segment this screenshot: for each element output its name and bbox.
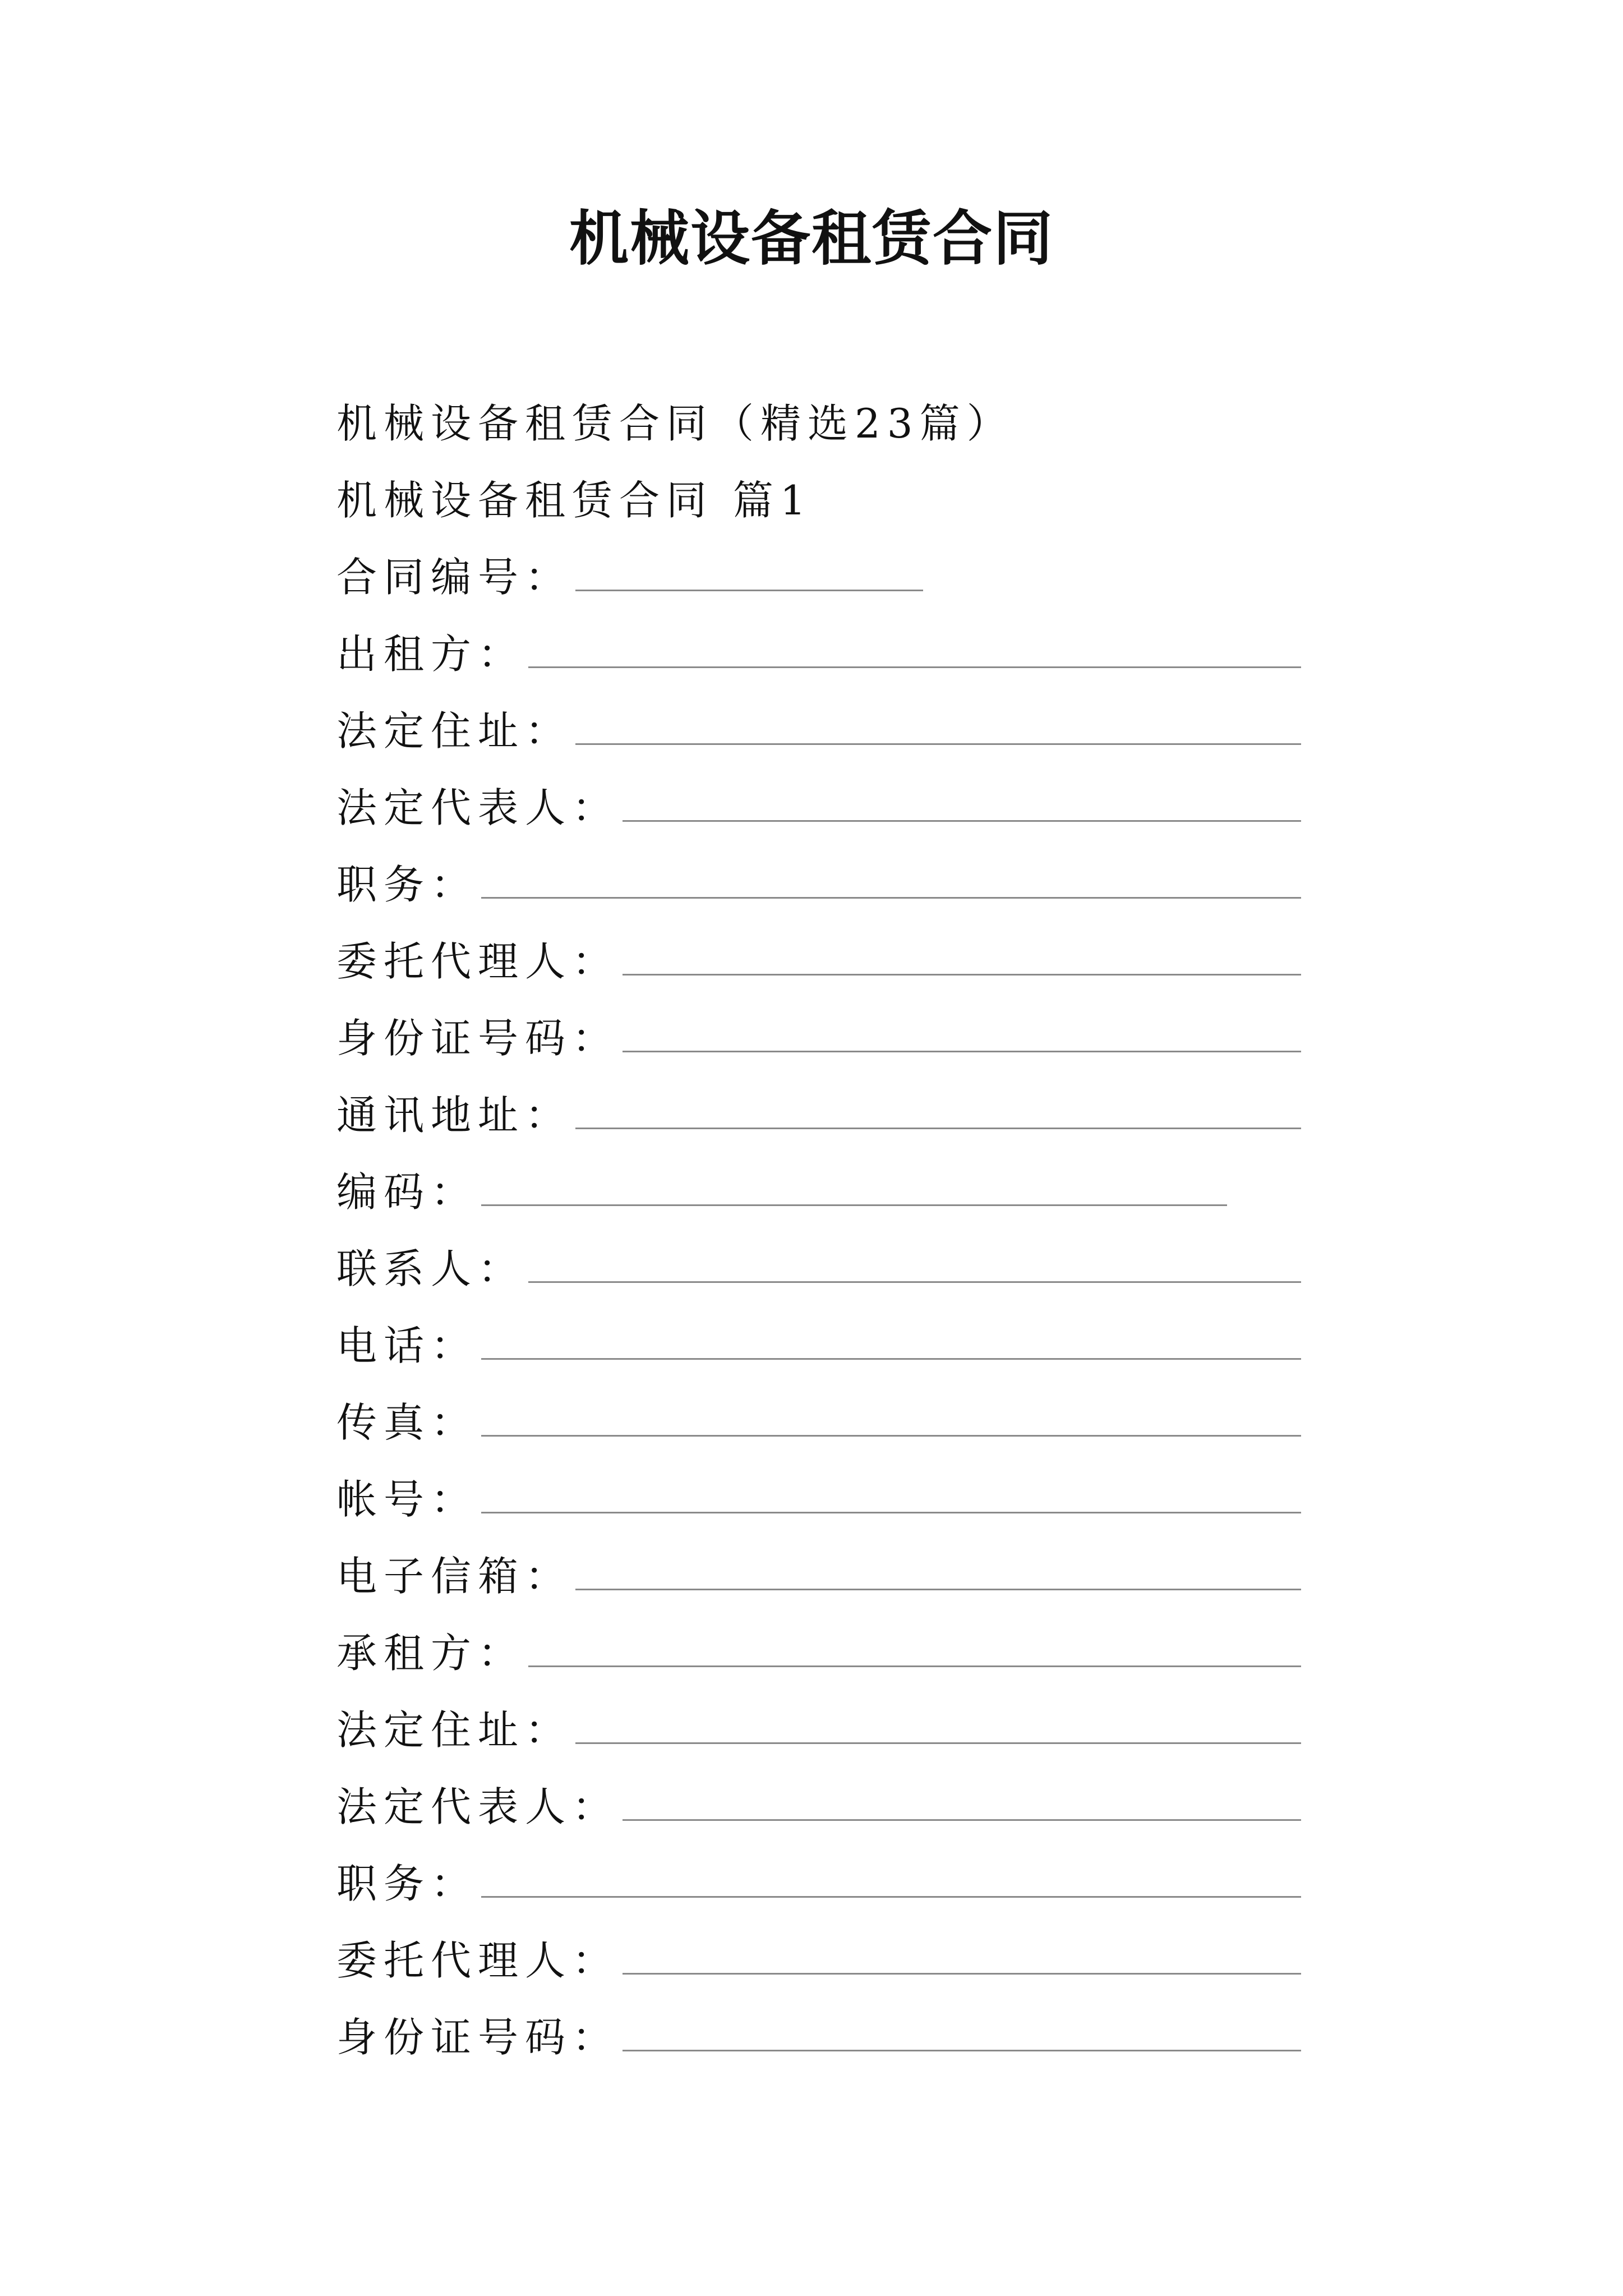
fill-in-blank[interactable] (575, 556, 923, 591)
document-title: 机械设备租赁合同 (569, 203, 1054, 273)
field-label: 法定代表人： (336, 784, 620, 831)
field-lessee-legal-rep (336, 1765, 1301, 1842)
field-label: 身份证号码： (336, 1014, 620, 1062)
field-label: 联系人： (336, 1245, 525, 1292)
field-lessor-mailing-address (336, 1073, 1301, 1150)
field-label: 电子信箱： (336, 1552, 573, 1600)
field-label: 帐号： (336, 1475, 478, 1523)
field-lessor-fax (336, 1381, 1301, 1457)
section-heading: 机械设备租赁合同 篇1 (336, 476, 813, 524)
fill-in-blank[interactable] (623, 1017, 1301, 1052)
fill-in-blank[interactable] (528, 1248, 1301, 1283)
field-lessor-account (336, 1457, 1301, 1534)
fill-in-blank[interactable] (575, 710, 1301, 745)
field-label: 传真： (336, 1398, 478, 1446)
field-lessor-postal-code (336, 1150, 1301, 1227)
field-lessee (336, 1611, 1301, 1688)
field-lessee-agent (336, 1918, 1301, 1995)
fill-in-blank[interactable] (623, 786, 1301, 822)
field-lessor (336, 612, 1301, 689)
fill-in-blank[interactable] (481, 1401, 1301, 1437)
field-label: 委托代理人： (336, 937, 620, 985)
fill-in-blank[interactable] (481, 1324, 1301, 1360)
field-lessor-address (336, 689, 1301, 766)
fill-in-blank[interactable] (623, 1939, 1301, 1975)
field-label: 合同编号： (336, 553, 573, 601)
field-lessee-id-number (336, 1995, 1301, 2072)
field-lessee-position (336, 1842, 1301, 1918)
field-lessor-contact (336, 1227, 1301, 1304)
field-label: 法定代表人： (336, 1783, 620, 1830)
document-subtitle: 机械设备租赁合同（精选23篇） (336, 399, 1014, 447)
field-label: 通讯地址： (336, 1091, 573, 1139)
fill-in-blank[interactable] (623, 2016, 1301, 2051)
field-lessor-legal-rep (336, 766, 1301, 843)
field-label: 职务： (336, 1860, 478, 1907)
fill-in-blank[interactable] (623, 940, 1301, 976)
fill-in-blank[interactable] (575, 1094, 1301, 1129)
field-label: 法定住址： (336, 707, 573, 754)
field-contract-number (336, 535, 1301, 612)
field-lessor-agent (336, 919, 1301, 996)
field-lessor-phone (336, 1304, 1301, 1381)
fill-in-blank[interactable] (528, 1632, 1301, 1667)
field-label: 编码： (336, 1168, 478, 1216)
field-label: 法定住址： (336, 1706, 573, 1754)
field-label: 身份证号码： (336, 2013, 620, 2061)
fill-in-blank[interactable] (623, 1786, 1301, 1821)
fill-in-blank[interactable] (528, 633, 1301, 668)
field-label: 委托代理人： (336, 1936, 620, 1984)
field-label: 承租方： (336, 1629, 525, 1677)
fill-in-blank[interactable] (481, 1478, 1301, 1513)
fill-in-blank[interactable] (481, 863, 1301, 899)
fill-in-blank[interactable] (575, 1555, 1301, 1590)
document-body (336, 381, 1301, 2072)
fill-in-blank[interactable] (481, 1862, 1301, 1898)
field-lessor-id-number (336, 996, 1301, 1073)
field-lessor-position (336, 843, 1301, 919)
field-lessor-email (336, 1534, 1301, 1611)
field-label: 职务： (336, 861, 478, 908)
fill-in-blank[interactable] (575, 1709, 1301, 1744)
field-label: 电话： (336, 1322, 478, 1369)
field-label: 出租方： (336, 630, 525, 678)
field-lessee-address (336, 1688, 1301, 1765)
fill-in-blank[interactable] (481, 1171, 1227, 1206)
